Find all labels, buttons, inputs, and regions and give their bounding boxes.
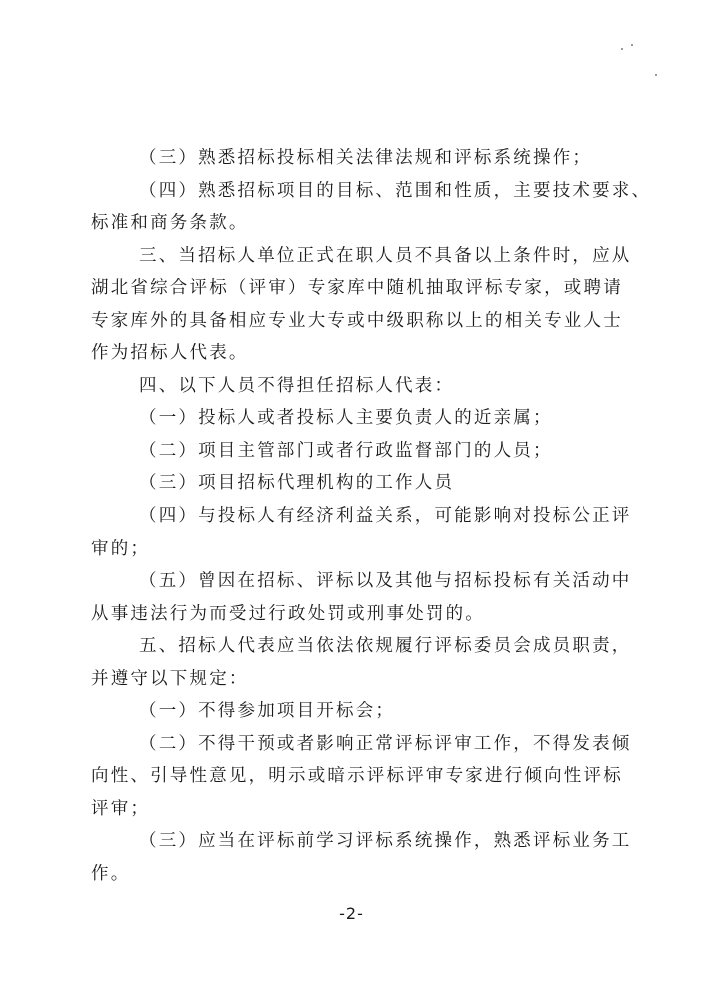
text-line: 作。 [91, 864, 131, 884]
page-number: -2- [339, 904, 364, 923]
text-line: （三）项目招标代理机构的工作人员 [139, 473, 455, 493]
text-line: 并遵守以下规定： [91, 669, 249, 689]
text-line: （一）不得参加项目开标会； [139, 701, 396, 721]
text-line: 专家库外的具备相应专业大专或中级职称以上的相关专业人士 [91, 311, 623, 331]
text-line: 五、招标人代表应当依法依规履行评标委员会成员职责， [139, 636, 632, 656]
text-line: 评审； [91, 799, 151, 819]
text-line: 标准和商务条款。 [91, 213, 249, 233]
text-line: （五）曾因在招标、评标以及其他与招标投标有关活动中 [139, 571, 632, 591]
scan-speck [631, 44, 633, 46]
text-line: 审的； [91, 539, 151, 559]
text-line: 作为招标人代表。 [91, 343, 249, 363]
scan-speck [655, 74, 657, 76]
text-line: （四）与投标人有经济利益关系，可能影响对投标公正评 [139, 506, 632, 526]
text-line: （三）熟悉招标投标相关法律法规和评标系统操作； [139, 148, 593, 168]
text-line: （三）应当在评标前学习评标系统操作，熟悉评标业务工 [139, 831, 632, 851]
text-line: （二）项目主管部门或者行政监督部门的人员； [139, 441, 553, 461]
text-line: （二）不得干预或者影响正常评标评审工作，不得发表倾 [139, 734, 632, 754]
text-line: 四、以下人员不得担任招标人代表： [139, 376, 455, 396]
text-line: 湖北省综合评标（评审）专家库中随机抽取评标专家，或聘请 [91, 278, 623, 298]
text-line: 三、当招标人单位正式在职人员不具备以上条件时，应从 [139, 246, 632, 266]
scan-speck [621, 48, 623, 50]
text-line: 向性、引导性意见，明示或暗示评标评审专家进行倾向性评标 [91, 766, 623, 786]
text-line: （四）熟悉招标项目的目标、范围和性质，主要技术要求、 [139, 181, 652, 201]
text-line: 从事违法行为而受过行政处罚或刑事处罚的。 [91, 604, 485, 624]
text-line: （一）投标人或者投标人主要负责人的近亲属； [139, 408, 553, 428]
